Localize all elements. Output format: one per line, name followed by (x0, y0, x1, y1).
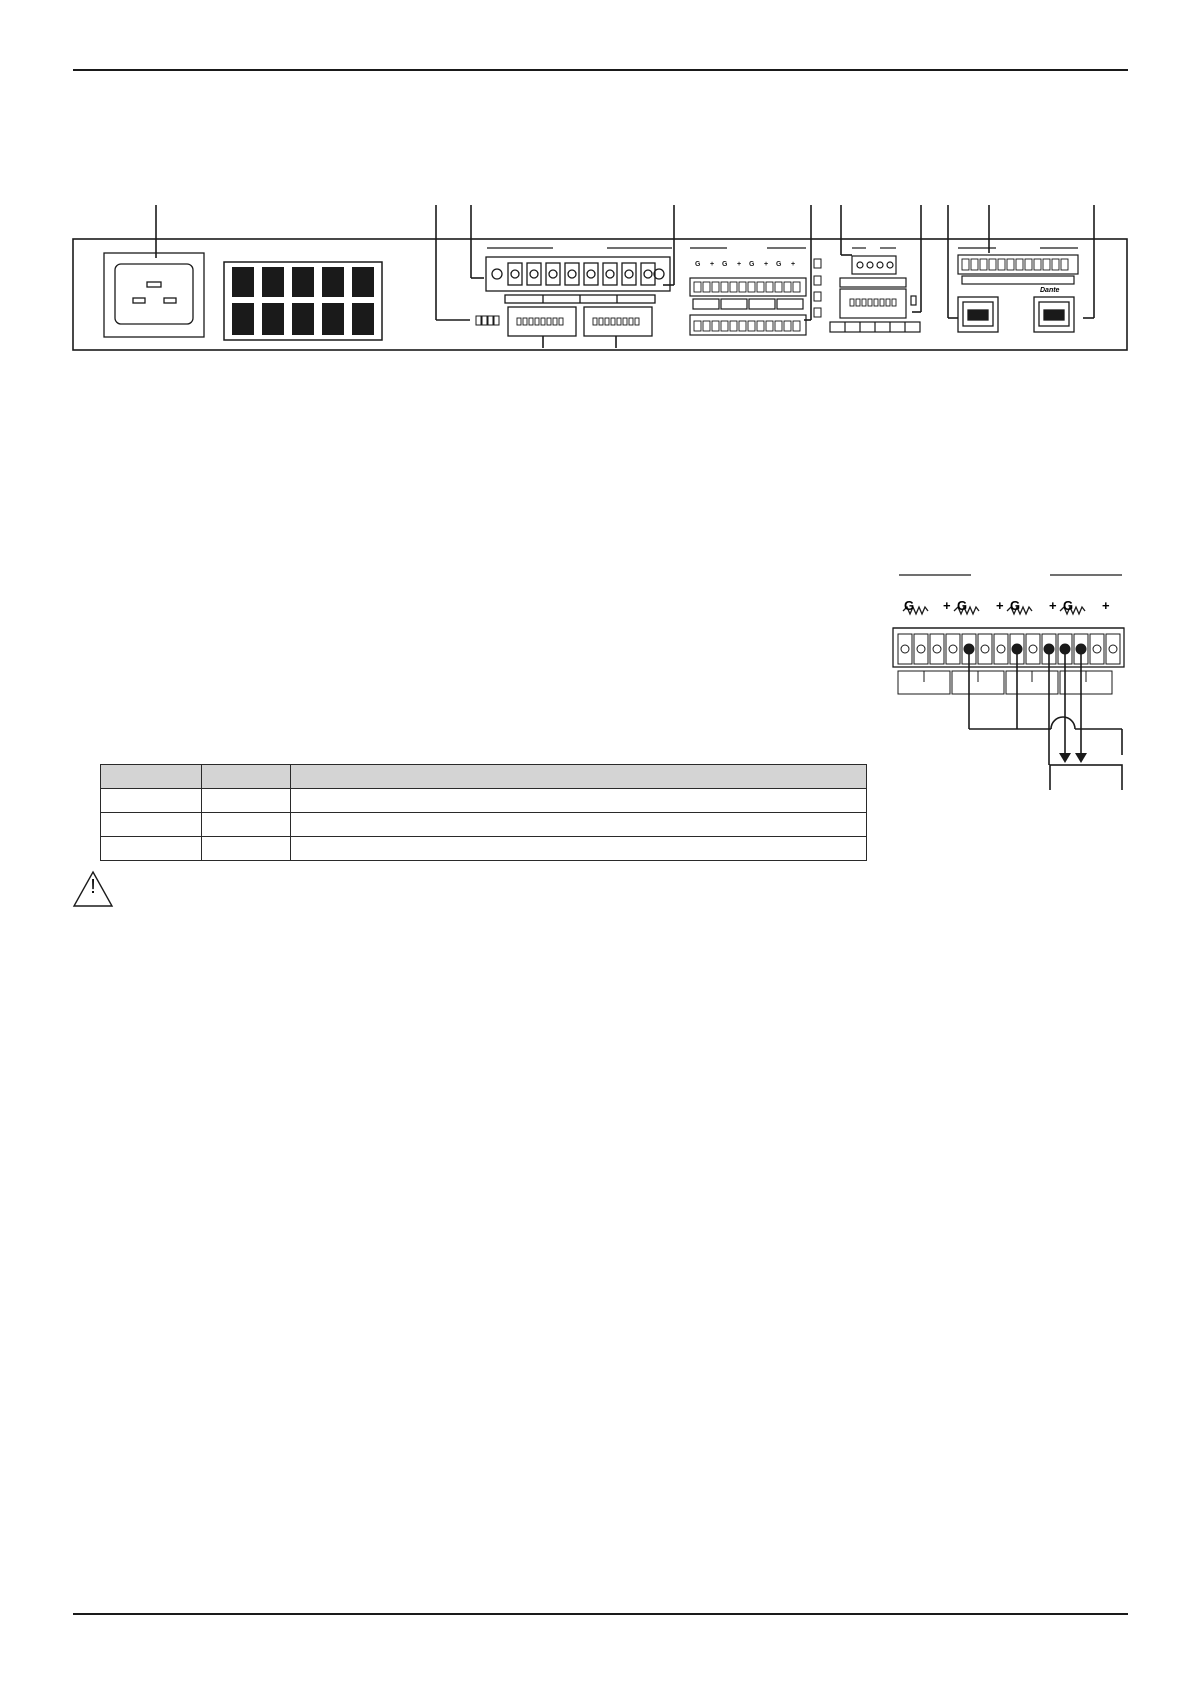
svg-text:+: + (737, 261, 742, 268)
spec-table (100, 764, 867, 861)
table-header-row (101, 765, 867, 789)
footer-rule (73, 1613, 1128, 1615)
rj45-port-dante (1034, 297, 1074, 332)
gpio-terminal (958, 248, 1078, 284)
table-cell (202, 837, 291, 861)
rj45-port-control (958, 297, 998, 332)
warning-symbol: ! (90, 876, 96, 898)
fan-vent (224, 262, 382, 340)
label-ground-2: G (957, 598, 968, 613)
dip-switch-small (476, 316, 499, 325)
label-plus-4: + (1102, 598, 1110, 613)
terminal-cells (898, 634, 1120, 694)
label-plus-3: + (1049, 598, 1057, 613)
table-header-cell (202, 765, 291, 789)
table-header-cell (291, 765, 867, 789)
svg-text:+: + (764, 261, 769, 268)
table-row (101, 813, 867, 837)
svg-text:+: + (710, 261, 715, 268)
table-cell (291, 837, 867, 861)
table-cell (291, 789, 867, 813)
svg-text:G: G (749, 261, 755, 268)
svg-text:G: G (776, 261, 782, 268)
table-header-cell (101, 765, 202, 789)
rear-panel-diagram (0, 0, 1191, 380)
label-ground-4: G (1063, 598, 1074, 613)
status-leds (814, 259, 821, 317)
svg-text:G: G (722, 261, 728, 268)
svg-text:+: + (791, 261, 796, 268)
table-cell (202, 789, 291, 813)
table-cell (202, 813, 291, 837)
table-cell (101, 789, 202, 813)
device-box (1050, 765, 1122, 790)
table-row (101, 837, 867, 861)
speaker-output-terminal (486, 248, 672, 336)
dante-logo: Dante (1040, 287, 1060, 294)
label-ground-1: G (904, 598, 915, 613)
panel-input-labels (695, 261, 795, 268)
table-cell (101, 813, 202, 837)
table-cell (101, 837, 202, 861)
analog-input-terminals (690, 248, 806, 335)
label-plus-2: + (996, 598, 1004, 613)
label-ground-3: G (1010, 598, 1021, 613)
wiring-labels (904, 598, 1134, 618)
table-cell (291, 813, 867, 837)
control-port-block (830, 248, 920, 332)
table-row (101, 789, 867, 813)
svg-text:G: G (695, 261, 701, 268)
label-plus-1: + (943, 598, 951, 613)
power-inlet (104, 253, 204, 337)
